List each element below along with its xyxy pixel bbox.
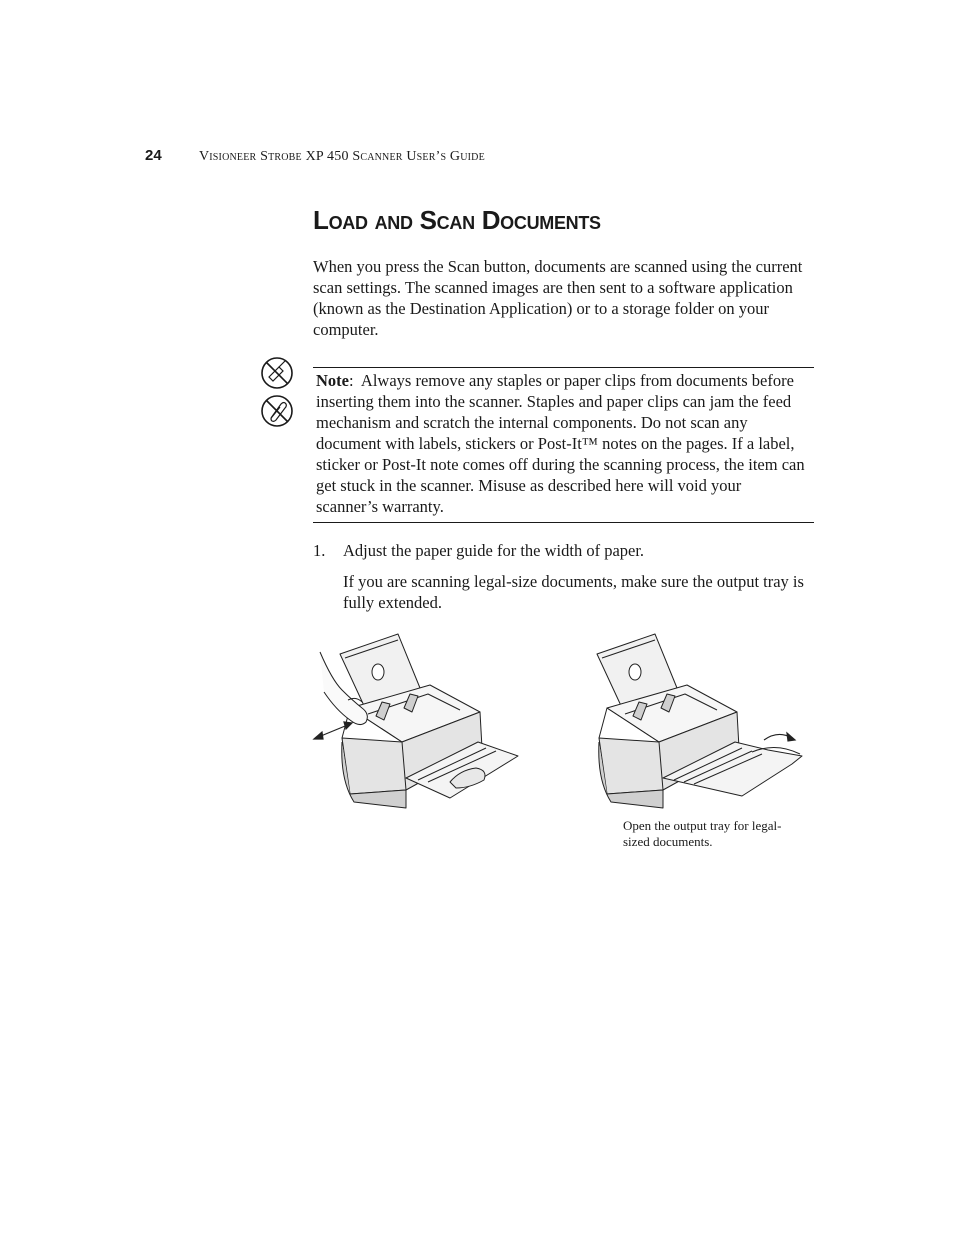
intro-paragraph: When you press the Scan button, documents are scanned using the current scan settings. The scanned images are then sent to a software application (known as the Destination Application) or to a storage folder on your computer. [313,257,803,339]
page-header [145,147,485,165]
figure-caption: Open the output tray for legal-sized documents. [623,818,782,849]
step-text: Adjust the paper guide for the width of paper. [343,541,645,560]
no-paper-clips-icon [260,394,294,428]
step-number: 1. [313,541,326,560]
note-icons [260,356,296,432]
running-title: Visioneer Strobe XP 450 Scanner User’s Guide [198,149,485,164]
section-title: Load and Scan Documents [313,205,601,235]
note-box [313,367,814,523]
no-staples-icon [260,356,294,390]
page-number: 24 [145,147,162,164]
note-separator: : [348,371,354,390]
note-text [316,370,806,517]
scanner-output-tray-illustration [592,630,807,815]
note-body: Always remove any staples or paper clips from documents before inserting them into the scanner. Staples and paper clips can jam the feed mechanism and scratch the internal components. Do not scan any document with labels, stickers or Post-It™ notes on the pages. If a label, sticker or Post-It note comes off during the scanning process, the item can get stuck in the scanner. Misuse as described here will void your scanner’s warranty. [316,371,805,516]
scanner-adjust-guide-illustration [310,630,525,815]
note-label: Note [316,371,349,390]
step-detail: If you are scanning legal-size documents, make sure the output tray is fully extended. [343,572,804,612]
